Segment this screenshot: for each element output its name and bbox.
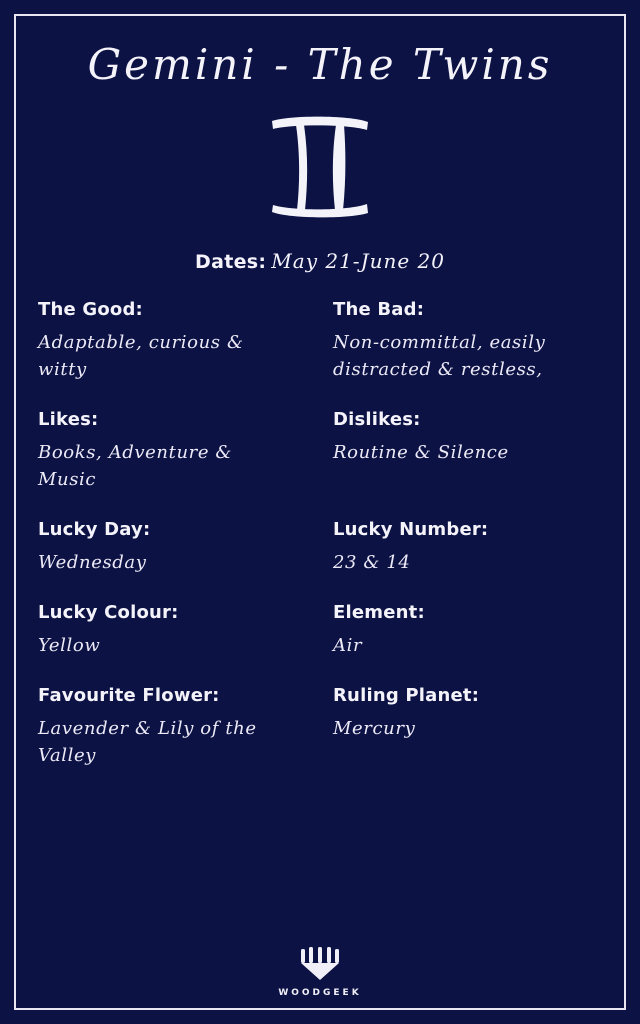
attribute-value: Wednesday: [38, 552, 147, 573]
attribute-value: Air: [333, 635, 363, 656]
brand-name: WOODGEEK: [278, 988, 362, 998]
attribute-dislikes: [333, 409, 602, 493]
attribute-likes: [38, 409, 307, 493]
attribute-label: Ruling Planet:: [333, 685, 480, 706]
attribute-label: Lucky Number:: [333, 519, 489, 540]
attribute-favourite-flower: [38, 685, 307, 769]
dates-line: [36, 249, 604, 273]
gemini-glyph-icon: [260, 107, 380, 227]
attribute-value: Lavender & Lily of the Valley: [38, 718, 257, 766]
attribute-element: [333, 602, 602, 659]
attribute-ruling-planet: [333, 685, 602, 769]
attribute-lucky-day: [38, 519, 307, 576]
page-title: Gemini - The Twins: [87, 40, 553, 89]
attribute-value: Books, Adventure & Music: [38, 442, 233, 490]
attribute-label: The Good:: [38, 299, 143, 320]
attribute-value: Routine & Silence: [333, 442, 509, 463]
attribute-label: Favourite Flower:: [38, 685, 220, 706]
zodiac-glyph-container: [36, 107, 604, 231]
attribute-lucky-number: [333, 519, 602, 576]
attribute-value: Yellow: [38, 635, 101, 656]
attribute-label: Lucky Day:: [38, 519, 151, 540]
attributes-grid: [36, 299, 604, 795]
attribute-label: Dislikes:: [333, 409, 421, 430]
attribute-label: Element:: [333, 602, 425, 623]
dates-label: Dates:: [195, 251, 267, 273]
attribute-value: Non-committal, easily distracted & restless,: [333, 332, 546, 380]
footer: [0, 947, 640, 998]
attribute-value: Adaptable, curious & witty: [38, 332, 244, 380]
attribute-value: Mercury: [333, 718, 416, 739]
attribute-label: The Bad:: [333, 299, 425, 320]
woodgeek-logo-icon: [297, 947, 343, 981]
dates-value: May 21-June 20: [271, 249, 445, 273]
attribute-label: Likes:: [38, 409, 99, 430]
attribute-value: 23 & 14: [333, 552, 411, 573]
attribute-the-good: [38, 299, 307, 383]
attribute-label: Lucky Colour:: [38, 602, 179, 623]
attribute-lucky-colour: [38, 602, 307, 659]
attribute-the-bad: [333, 299, 602, 383]
